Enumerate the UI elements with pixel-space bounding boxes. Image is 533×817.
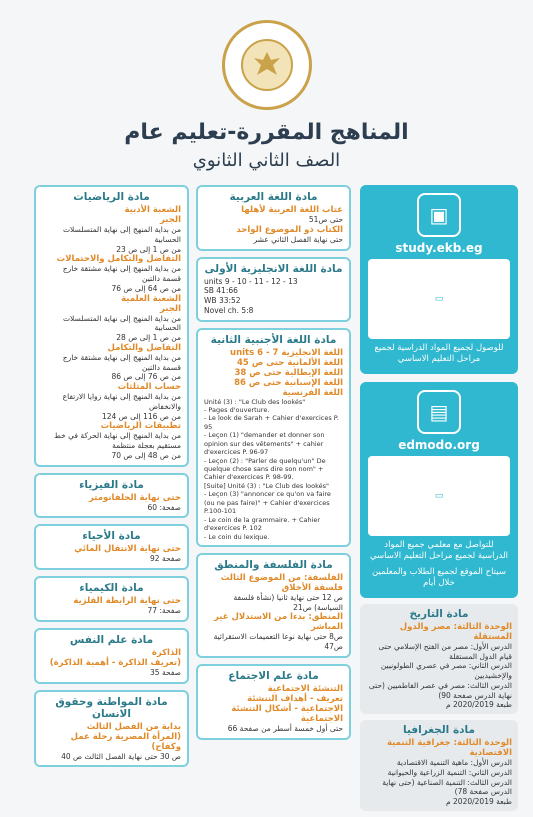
citizenship-box xyxy=(34,690,189,768)
biology-box xyxy=(34,524,189,570)
french-line: - Le look de Sarah + Cahier d'exercices P. 95 xyxy=(204,414,339,431)
edmodo-screenshot: ▭ xyxy=(368,456,510,536)
english-line: SB 41:66 xyxy=(204,286,238,296)
chemistry-l2: صفحة: 77 xyxy=(147,606,181,615)
ekb-desc: للوصول لجميع المواد الدراسية لجميع مراحل التعليم الاساسي xyxy=(374,343,504,365)
second-lang-line: اللغة الانجليزية units 6 - 7 xyxy=(230,347,343,358)
english-box xyxy=(196,257,351,322)
second-lang-box xyxy=(196,328,351,547)
geography-box xyxy=(360,720,518,811)
math-text: من بداية المنهج إلى نهاية مشتقة خارج قسمة دالتين xyxy=(62,264,181,283)
philosophy-title: مادة الفلسفة والمنطق xyxy=(214,558,333,571)
citizenship-l1: بداية من الفصل الثالث xyxy=(86,721,181,732)
psychology-l1: الذاكرة xyxy=(151,647,181,658)
edmodo-site: edmodo.org xyxy=(398,437,480,452)
sociology-line: التنشئة الاجتماعية xyxy=(267,683,343,694)
edmodo-extra: سيتاح الموقع لجميع الطلاب والمعلمين خلال أيام xyxy=(372,566,506,589)
biology-l1: حتى نهاية الانتقال المائي xyxy=(74,544,181,555)
physics-title: مادة الفيزياء xyxy=(79,478,144,491)
sociology-box xyxy=(196,664,351,740)
physics-l1: حتى نهاية الجلفانومتر xyxy=(88,492,181,503)
french-line: [Suite] Unité (3) : "Le Club des lookés" xyxy=(204,481,330,490)
math-pages: من ص 1 إلى ص 23 xyxy=(116,244,181,254)
psychology-box xyxy=(34,628,189,684)
arabic-box xyxy=(196,185,351,251)
math-pages: من ص 48 إلى ص 70 xyxy=(111,450,181,460)
history-unit: الوحدة الثالثة: مصر والدول المستقلة xyxy=(399,621,512,642)
math-heading: التفاضل والتكامل والاحتمالات xyxy=(56,254,181,265)
math-heading: تطبيقات الرياضيات xyxy=(100,421,181,432)
math-text: من بداية المنهج إلى نهاية مشتقة خارج قسمة دالتين xyxy=(62,352,181,372)
psychology-l2: (تعريف الذاكرة - أهمية الذاكرة) xyxy=(49,657,181,668)
geography-line: الدرس الثالث: التنمية الصناعية (حتى نهاية الدرس صفحة 78) xyxy=(382,777,512,797)
second-lang-title: مادة اللغة الأجنبية الثانية xyxy=(210,333,337,346)
history-line: الدرس الثالث: مصر في عصر الفاطميين (حتى نهاية الدرس صفحة 90) xyxy=(368,680,512,700)
second-lang-line: اللغة الفرنسية xyxy=(282,387,343,398)
physics-l2: صفحة: 60 xyxy=(147,502,181,512)
math-text: من بداية المنهج إلى نهاية المتسلسلات الحسابية xyxy=(62,225,181,244)
sociology-title: مادة علم الاجتماع xyxy=(228,669,319,682)
page-title: المناهج المقررة-تعليم عام xyxy=(124,120,409,145)
math-pages: من ص 64 إلى ص 76 xyxy=(111,283,181,293)
arabic-l2: حتى ص51 xyxy=(308,215,343,224)
math-text: من بداية المنهج إلى نهاية المتسلسلات الحسابية xyxy=(62,313,181,333)
philosophy-box xyxy=(196,553,351,658)
ekb-screenshot: ▭ xyxy=(368,259,510,339)
french-line: - Leçon (3) "annoncer ce qu'on va faire (ou ne pas faire)" + Cahier d'exercices P.100-101 xyxy=(204,490,331,516)
english-line: Novel ch. 5:8 xyxy=(204,305,254,315)
math-text: من بداية المنهج إلى نهاية زوايا الارتفاع والانخفاض xyxy=(62,392,181,411)
biology-title: مادة الأحياء xyxy=(82,530,141,543)
chemistry-title: مادة الكيمياء xyxy=(79,582,144,594)
geography-line: طبعة 2020/2019 م xyxy=(446,797,512,807)
math-pages: من ص 116 إلى ص 124 xyxy=(101,411,181,421)
second-lang-line: اللغة الإسبانية حتى ص 86 xyxy=(234,377,343,388)
physics-box xyxy=(34,473,189,519)
psychology-title: مادة علم النفس xyxy=(69,633,154,646)
math-pages: من ص 1 إلى ص 28 xyxy=(116,333,181,342)
second-lang-line: اللغة الإيطالية حتى ص 38 xyxy=(234,367,343,378)
math-heading: التفاضل والتكامل xyxy=(107,342,181,353)
english-line: units 9 - 10 - 11 - 12 - 13 xyxy=(204,276,298,286)
philosophy-line: الفلسفة: من الموضوع الثالث فلسفة الأخلاق xyxy=(220,572,343,593)
page-subtitle: الصف الثاني الثانوي xyxy=(192,150,341,171)
math-sub: الجبر xyxy=(160,303,181,314)
math-pages: من ص 76 إلى ص 86 xyxy=(111,372,181,382)
geography-line: الدرس الثاني: التنمية الزراعية والحيوانية xyxy=(387,767,512,777)
philosophy-line: ص 12 حتى نهاية ثانيا (نشأة فلسفة السياسة) ص21 xyxy=(233,592,343,612)
edmodo-desc: للتواصل مع معلمي جميع المواد الدراسية لجميع مراحل التعليم الاساسي xyxy=(369,539,509,562)
geography-title: مادة الجغرافيا xyxy=(403,724,475,737)
history-line: الدرس الأول: مصر من الفتح الإسلامي حتى قيام الدول المستقلة xyxy=(378,641,512,661)
history-box xyxy=(360,604,518,714)
sociology-line: تعريف - أهداف التنشئة الاجتماعية - أشكال التنشئة الاجتماعية xyxy=(231,693,343,724)
math-heading: الشعبة الأدبية xyxy=(124,205,181,215)
history-line: الدرس الثاني: مصر في عصري الطولونيين والإخشيديين xyxy=(380,661,512,681)
second-lang-line: اللغة الألمانية حتى ص 45 xyxy=(237,357,343,368)
math-heading: الشعبة العلمية xyxy=(121,293,181,304)
middle-column xyxy=(196,185,351,746)
math-text: من بداية المنهج إلى نهاية الحركة في خط مستقيم بعجلة منتظمة xyxy=(54,431,181,450)
french-line: - Leçon (2) : "Parler de quelqu'un" De quelque chose sans dire son nom" + Cahier d'exercices P. 98-99. xyxy=(204,456,326,482)
left-column xyxy=(360,185,518,817)
arabic-l3: الكتاب ذو الموضوع الواحد xyxy=(236,224,343,235)
french-line: Unité (3) : "Le Club des lookés" xyxy=(204,397,306,406)
citizenship-l2: (المرأة المصرية رحلة عمل وكفاح) xyxy=(70,731,181,752)
chemistry-box xyxy=(34,576,189,622)
geography-unit: الوحدة الثالثة: جغرافية التنمية الاقتصادية xyxy=(386,738,512,759)
history-line: طبعة 2020/2019 م xyxy=(446,700,512,710)
right-column xyxy=(34,185,189,773)
arabic-l4: حتى نهاية الفصل الثاني عشر xyxy=(253,234,343,244)
math-box xyxy=(34,185,189,467)
math-title: مادة الرياضيات xyxy=(73,191,150,203)
ekb-promo[interactable] xyxy=(360,185,518,374)
laptop-icon: ▤ xyxy=(417,390,461,434)
math-sub: الجبر xyxy=(160,215,181,225)
arabic-l1: عتاب اللغة العربية لأهلها xyxy=(241,205,343,215)
french-line: - Le coin du lexique. xyxy=(204,532,270,541)
french-line: - Pages d'ouverture. xyxy=(204,405,270,414)
ministry-logo xyxy=(222,20,312,110)
history-title: مادة التاريخ xyxy=(409,607,469,620)
french-line: - Leçon (1) "demander et donner son opinion sur des vêtements" + cahier d'exercices P. 96-97 xyxy=(204,431,325,457)
citizenship-l3: ص 30 حتى نهاية الفصل الثالث ص 40 xyxy=(61,751,181,761)
chemistry-l1: حتى نهاية الرابطة الفلزية xyxy=(73,596,181,606)
psychology-l3: صفحة 35 xyxy=(150,667,181,677)
french-line: - Le coin de la grammaire. + Cahier d'exercices P. 102 xyxy=(204,515,321,533)
philosophy-line: ص8 حتى نهاية نوعا التعميمات الاستقرائية ص47 xyxy=(213,632,343,652)
sociology-line: حتى أول خمسة أسطر من صفحة 66 xyxy=(227,723,343,733)
geography-line: الدرس الأول: ماهية التنمية الاقتصادية xyxy=(396,758,512,768)
biology-l2: صفحة 92 xyxy=(150,554,181,564)
math-heading: حساب المثلثات xyxy=(117,382,181,392)
philosophy-line: المنطق: بدءا من الاستدلال غير المباشر xyxy=(214,612,343,633)
citizenship-title: مادة المواطنة وحقوق الانسان xyxy=(55,695,168,720)
arabic-title: مادة اللغة العربية xyxy=(229,191,318,203)
ekb-site: study.ekb.eg xyxy=(395,241,483,255)
edmodo-promo[interactable] xyxy=(360,382,518,598)
eagle-icon xyxy=(250,48,284,82)
english-line: WB 33:52 xyxy=(204,296,241,305)
monitor-icon: ▣ xyxy=(417,193,461,237)
english-title: مادة اللغة الانجليزية الأولى xyxy=(204,262,343,275)
